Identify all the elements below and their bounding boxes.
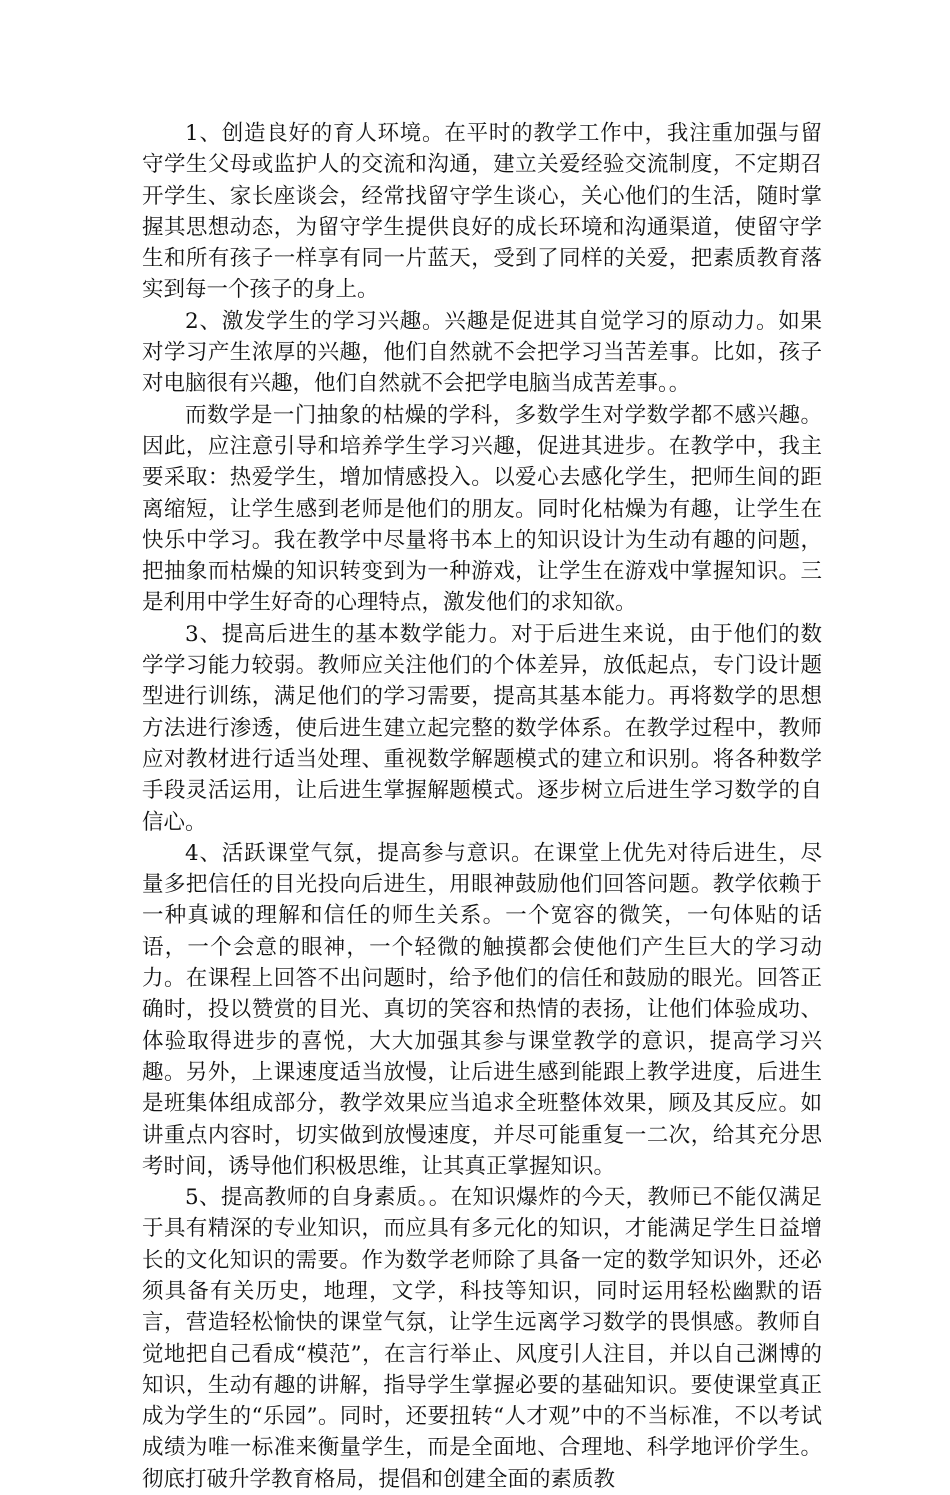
paragraph-6: 5、提高教师的自身素质。。在知识爆炸的今天，教师已不能仅满足于具有精深的专业知识，而应具有多元化的知识，才能满足学生日益增长的文化知识的需要。作为数学老师除了具备一定的数学知识外，还必须具备有关历史，地理，文学，科技等知识，同时运用轻松幽默的语言，营造轻松愉快的课堂气氛，让学生远离学习数学的畏惧感。教师自觉地把自己看成“模范”，在言行举止、风度引人注目，并以自己渊博的知识，生动有趣的讲解，指导学生掌握必要的基础知识。要使课堂真正成为学生的“乐园”。同时，还要扭转“人才观”中的不当标准，不以考试成绩为唯一标准来衡量学生，而是全面地、合理地、科学地评价学生。彻底打破升学教育格局，提倡和创建全面的素质教 <box>142 1185 822 1492</box>
paragraph-4: 3、提高后进生的基本数学能力。对于后进生来说，由于他们的数学学习能力较弱。教师应关注他们的个体差异，放低起点，专门设计题型进行训练，满足他们的学习需要，提高其基本能力。再将数学的思想方法进行渗透，使后进生建立起完整的数学体系。在教学过程中，教师应对教材进行适当处理、重视数学解题模式的建立和识别。将各种数学手段灵活运用，让后进生掌握解题模式。逐步树立后进生学习数学的自信心。 <box>142 621 822 835</box>
paragraph-3: 而数学是一门抽象的枯燥的学科，多数学生对学数学都不感兴趣。因此，应注意引导和培养学生学习兴趣，促进其进步。在教学中，我主要采取：热爱学生，增加情感投入。以爱心去感化学生，把师生间的距离缩短，让学生感到老师是他们的朋友。同时化枯燥为有趣，让学生在快乐中学习。我在教学中尽量将书本上的知识设计为生动有趣的问题，把抽象而枯燥的知识转变到为一种游戏，让学生在游戏中掌握知识。三是利用中学生好奇的心理特点，激发他们的求知欲。 <box>142 402 822 616</box>
paragraph-5: 4、活跃课堂气氛，提高参与意识。在课堂上优先对待后进生，尽量多把信任的目光投向后进生，用眼神鼓励他们回答问题。教学依赖于一种真诚的理解和信任的师生关系。一个宽容的微笑，一句体贴的话语，一个会意的眼神，一个轻微的触摸都会使他们产生巨大的学习动力。在课程上回答不出问题时，给予他们的信任和鼓励的眼光。回答正确时，投以赞赏的目光、真切的笑容和热情的表扬，让他们体验成功、体验取得进步的喜悦，大大加强其参与课堂教学的意识，提高学习兴趣。另外，上课速度适当放慢，让后进生感到能跟上教学进度，后进生是班集体组成部分，教学效果应当追求全班整体效果，顾及其反应。如讲重点内容时，切实做到放慢速度，并尽可能重复一二次，给其充分思考时间，诱导他们积极思维，让其真正掌握知识。 <box>142 840 822 1179</box>
paragraph-1: 1、创造良好的育人环境。在平时的教学工作中，我注重加强与留守学生父母或监护人的交流和沟通，建立关爱经验交流制度，不定期召开学生、家长座谈会，经常找留守学生谈心，关心他们的生活，随时掌握其思想动态，为留守学生提供良好的成长环境和沟通渠道，使留守学生和所有孩子一样享有同一片蓝天，受到了同样的关爱，把素质教育落实到每一个孩子的身上。 <box>142 121 822 303</box>
paragraph-2: 2、激发学生的学习兴趣。兴趣是促进其自觉学习的原动力。如果对学习产生浓厚的兴趣，他们自然就不会把学习当苦差事。比如，孩子对电脑很有兴趣，他们自然就不会把学电脑当成苦差事。。 <box>142 308 822 397</box>
document-body <box>142 118 822 1495</box>
